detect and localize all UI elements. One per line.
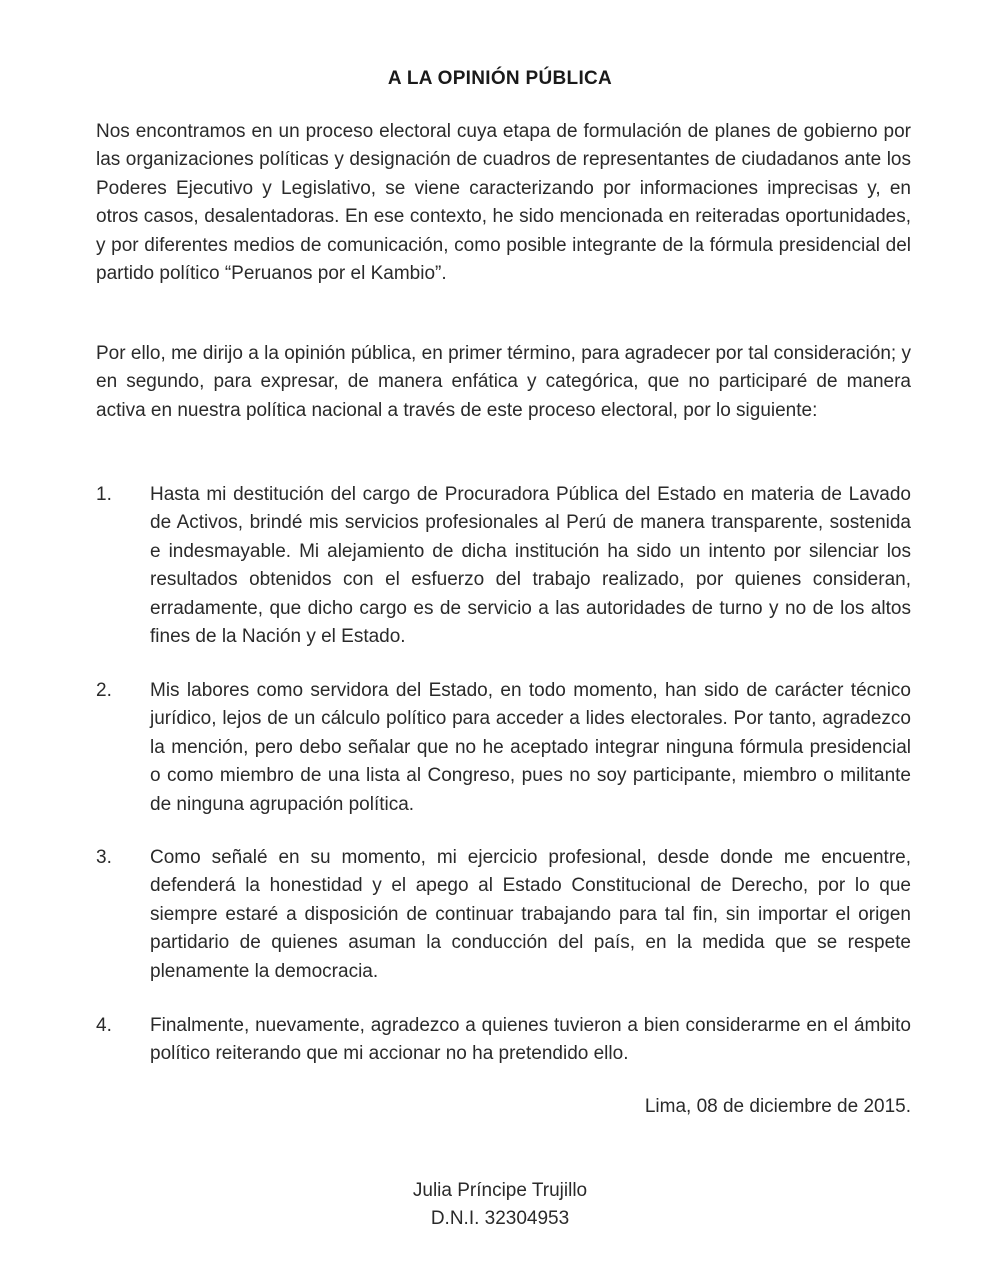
statement-paragraph: Por ello, me dirijo a la opinión pública, en primer término, para agradecer por tal consideración; y en segundo, para expresar, de manera enfática y categórica, que no participaré de manera activa en nuestra política nacional a través de este proceso electoral, por lo siguiente: xyxy=(96,343,911,421)
list-item-text: Como señalé en su momento, mi ejercicio profesional, desde donde me encuentre, defenderá la honestidad y el apego al Estado Constitucional de Derecho, por lo que siempre estaré a disposición de continuar trabajando para tal fin, sin importar el origen partidario de quienes asuman la conducción del país, en la medida que se respete plenamente la democracia. xyxy=(150,847,911,982)
list-item-text: Mis labores como servidora del Estado, en todo momento, han sido de carácter técnico jurídico, lejos de un cálculo político para acceder a lides electorales. Por tanto, agradezco la mención, pero debo señalar que no he aceptado integrar ninguna fórmula presidencial o como miembro de una lista al Congreso, pues no soy participante, miembro o militante de ninguna agrupación política. xyxy=(150,680,911,815)
signature-dni: D.N.I. 32304953 xyxy=(430,1208,570,1229)
signature-name: Julia Príncipe Trujillo xyxy=(412,1180,588,1201)
list-item-number: 4. xyxy=(96,1015,112,1036)
date-line: Lima, 08 de diciembre de 2015. xyxy=(644,1096,911,1117)
list-item-number: 3. xyxy=(96,847,112,868)
list-item-number: 2. xyxy=(96,680,112,701)
document-title: A LA OPINIÓN PÚBLICA xyxy=(387,68,613,89)
intro-paragraph: Nos encontramos en un proceso electoral cuya etapa de formulación de planes de gobierno por las organizaciones políticas y designación de cuadros de representantes de ciudadanos ante los Poderes Ejecutivo y Legislativo, se viene caracterizando por informaciones imprecisas y, en otros casos, desalentadoras. En ese contexto, he sido mencionada en reiteradas oportunidades, y por diferentes medios de comunicación, como posible integrante de la fórmula presidencial del partido político “Peruanos por el Kambio”. xyxy=(96,121,911,285)
list-item-text: Finalmente, nuevamente, agradezco a quienes tuvieron a bien considerarme en el ámbito político reiterando que mi accionar no ha pretendido ello. xyxy=(150,1015,911,1065)
list-item-number: 1. xyxy=(96,484,112,505)
list-item-text: Hasta mi destitución del cargo de Procuradora Pública del Estado en materia de Lavado de Activos, brindé mis servicios profesionales al Perú de manera transparente, sostenida e indesmayable. Mi alejamiento de dicha institución ha sido un intento por silenciar los resultados obtenidos con el esfuerzo del trabajo realizado, por quienes consideran, erradamente, que dicho cargo es de servicio a las autoridades de turno y no de los altos fines de la Nación y el Estado. xyxy=(150,484,911,648)
